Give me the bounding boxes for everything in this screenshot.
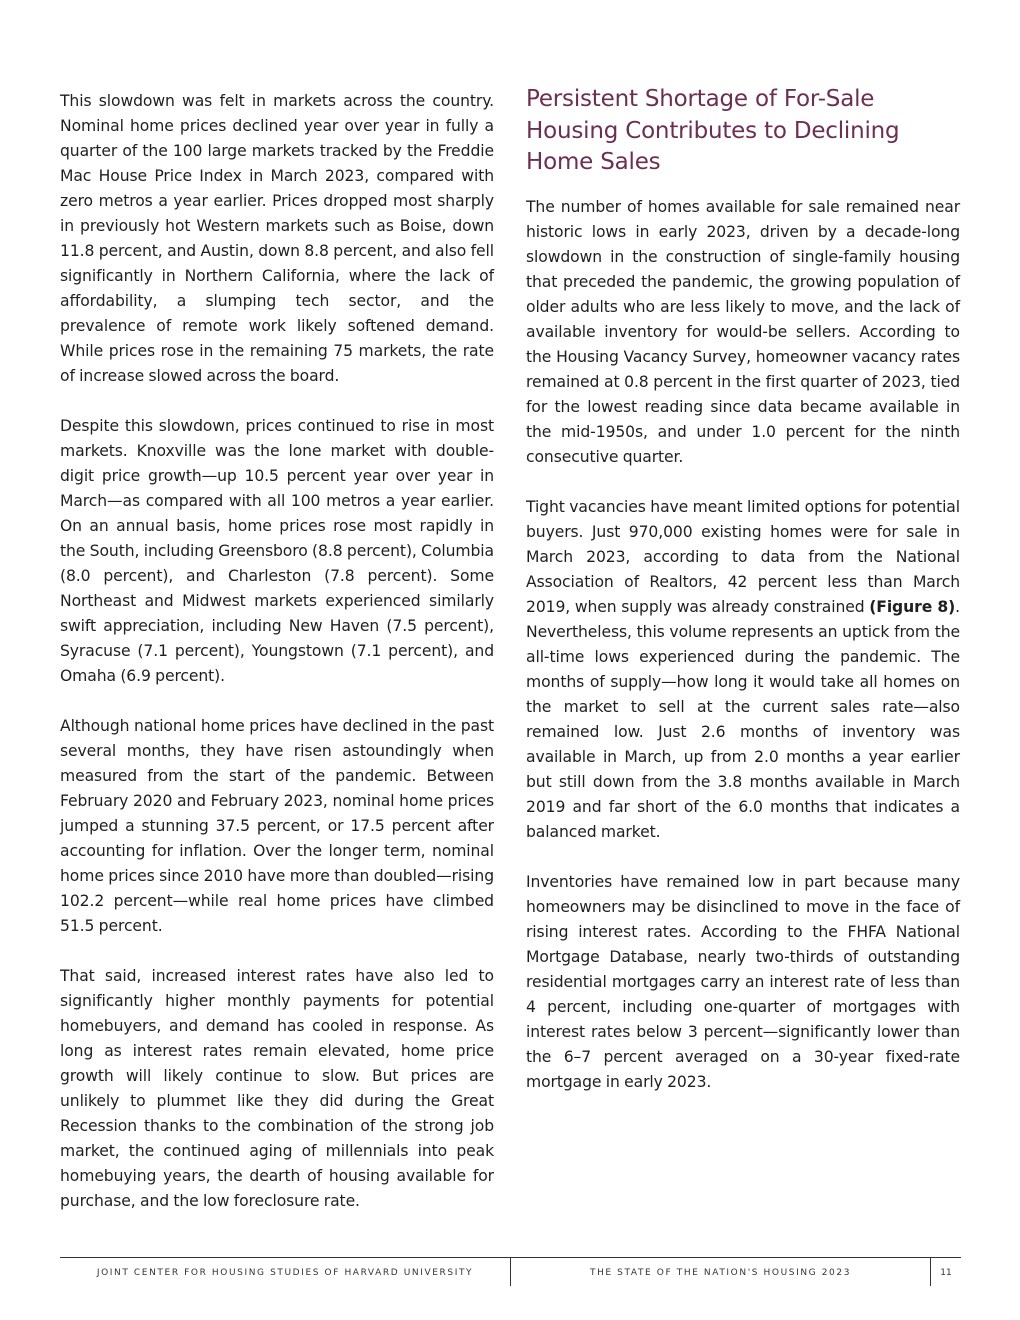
footer-organization: JOINT CENTER FOR HOUSING STUDIES OF HARVARD UNIVERSITY: [60, 1258, 511, 1286]
body-paragraph: The number of homes available for sale remained near historic lows in early 2023, driven by a decade-long slowdown in the construction of single-family housing that preceded the pandemic, the growing population of older adults who are less likely to move, and the lack of available inventory for would-be sellers. According to the Housing Vacancy Survey, homeowner vacancy rates remained at 0.8 percent in the first quarter of 2023, tied for the lowest reading since data became available in the mid-1950s, and under 1.0 percent for the ninth consecutive quarter.: [526, 197, 960, 466]
page-footer: [60, 1257, 961, 1286]
body-paragraph: Despite this slowdown, prices continued to rise in most markets. Knoxville was the lone market with double-digit price growth—up 10.5 percent year over year in March—as compared with all 100 metros a year earlier. On an annual basis, home prices rose most rapidly in the South, including Greensboro (8.8 percent), Columbia (8.0 percent), and Charleston (7.8 percent). Some Northeast and Midwest markets experienced similarly swift appreciation, including New Haven (7.5 percent), Syracuse (7.1 percent), Youngstown (7.1 percent), and Omaha (6.9 percent).: [60, 417, 494, 685]
figure-reference-link[interactable]: (Figure 8): [869, 597, 956, 616]
section-heading: Persistent Shortage of For-Sale Housing Contributes to Declining Home Sales: [526, 86, 900, 175]
paragraph-text: Tight vacancies have meant limited options for potential buyers. Just 970,000 existing homes were for sale in March 2023, according to data from the National Association of Realtors, 42 percent less than March 2019, when supply was already constrained: [526, 497, 960, 616]
body-paragraph: Although national home prices have declined in the past several months, they have risen astoundingly when measured from the start of the pandemic. Between February 2020 and February 2023, nominal home prices jumped a stunning 37.5 percent, or 17.5 percent after accounting for inflation. Over the longer term, nominal home prices since 2010 have more than doubled—rising 102.2 percent—while real home prices have climbed 51.5 percent.: [60, 717, 494, 935]
body-paragraph: [526, 495, 960, 845]
body-paragraph: Inventories have remained low in part because many homeowners may be disinclined to move in the face of rising interest rates. According to the FHFA National Mortgage Database, nearly two-thirds of outstanding residential mortgages carry an interest rate of less than 4 percent, including one-quarter of mortgages with interest rates below 3 percent—significantly lower than the 6–7 percent averaged on a 30-year fixed-rate mortgage in early 2023.: [526, 872, 960, 1091]
paragraph-text: . Nevertheless, this volume represents an uptick from the all-time lows experienced during the pandemic. The months of supply—how long it would take all homes on the market to sell at the current sales rate—also remained low. Just 2.6 months of inventory was available in March, up from 2.0 months a year earlier but still down from the 3.8 months available in March 2019 and far short of the 6.0 months that indicates a balanced market.: [526, 597, 960, 841]
left-column: [60, 84, 494, 1239]
body-paragraph: This slowdown was felt in markets across the country. Nominal home prices declined year over year in fully a quarter of the 100 large markets tracked by the Freddie Mac House Price Index in March 2023, compared with zero metros a year earlier. Prices dropped most sharply in previously hot Western markets such as Boise, down 11.8 percent, and Austin, down 8.8 percent, and also fell significantly in Northern California, where the lack of affordability, a slumping tech sector, and the prevalence of remote work likely softened demand. While prices rose in the remaining 75 markets, the rate of increase slowed across the board.: [60, 92, 494, 385]
page-number: 11: [940, 1268, 952, 1278]
body-paragraph: That said, increased interest rates have also led to significantly higher monthly payments for potential homebuyers, and demand has cooled in response. As long as interest rates remain elevated, home price growth will likely continue to slow. But prices are unlikely to plummet like they did during the Great Recession thanks to the combination of the strong job market, the continued aging of millennials into peak homebuying years, the dearth of housing available for purchase, and the low foreclosure rate.: [60, 967, 494, 1210]
footer-report-title: THE STATE OF THE NATION'S HOUSING 2023: [511, 1258, 931, 1286]
right-column: [526, 84, 960, 1120]
